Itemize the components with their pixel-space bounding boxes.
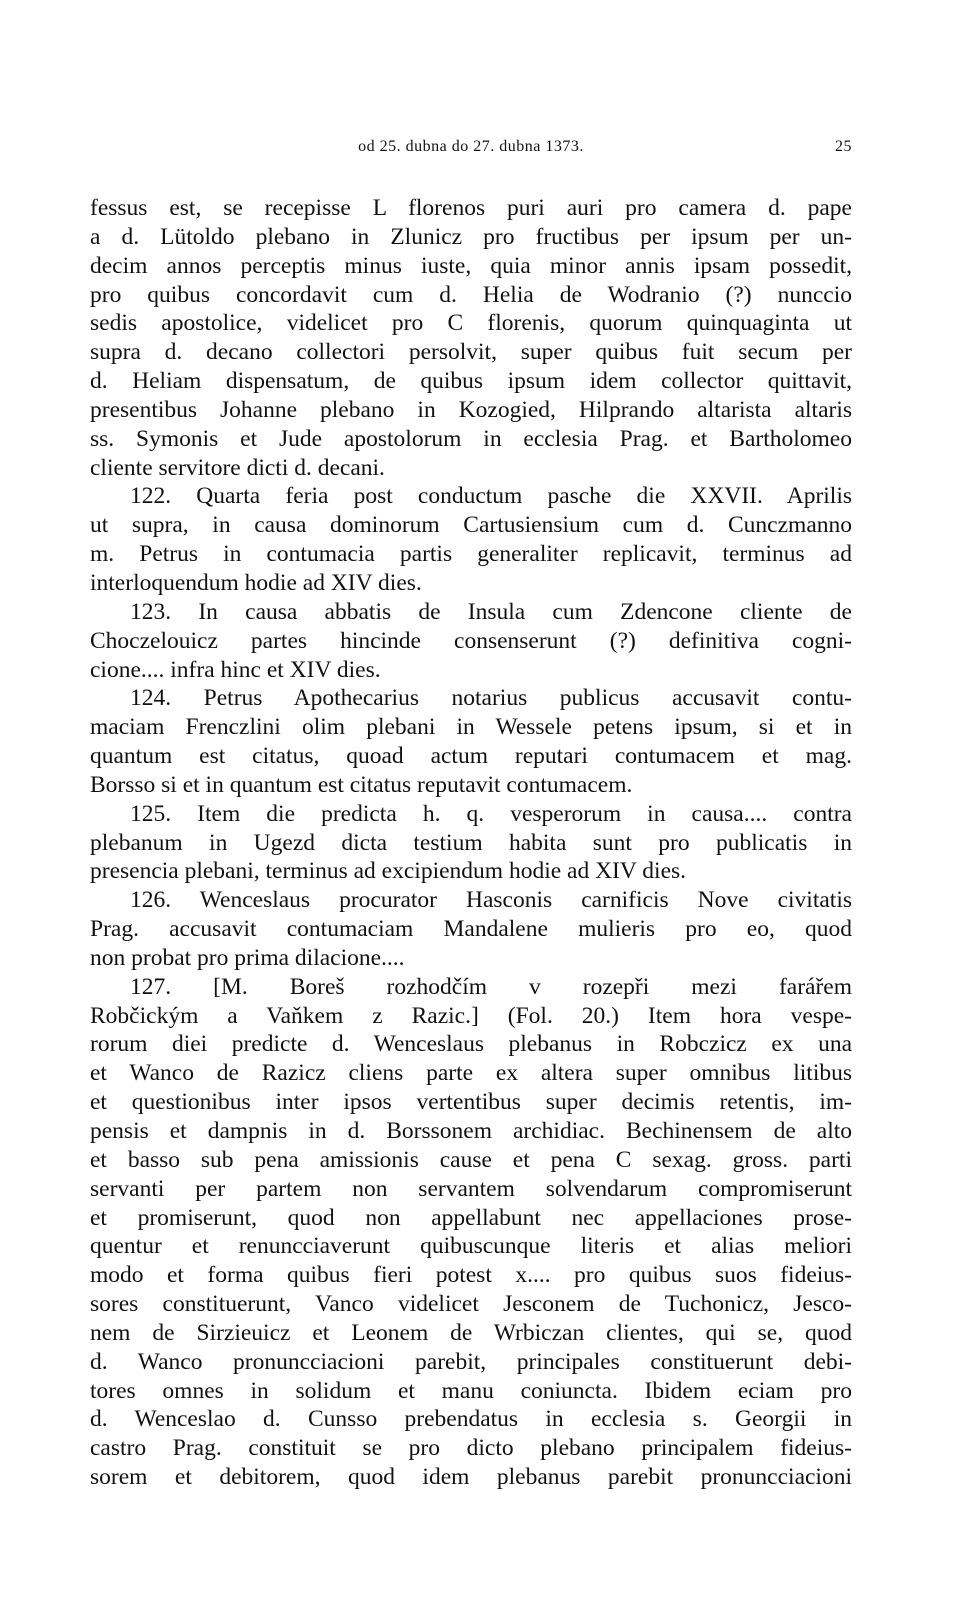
text-line: maciam Frenczlini olim plebani in Wessele petens ipsum, si et in: [90, 714, 852, 741]
text-line: et promiserunt, quod non appellabunt nec appellaciones prose-: [90, 1204, 852, 1231]
text-line: sorem et debitorem, quod idem plebanus parebit pronuncciacioni: [90, 1464, 852, 1491]
text-line: et Wanco de Razicz cliens parte ex altera super omnibus litibus: [90, 1060, 852, 1087]
text-line: supra d. decano collectori persolvit, super quibus fuit secum per: [90, 339, 852, 366]
text-line: d. Heliam dispensatum, de quibus ipsum idem collector quittavit,: [90, 368, 852, 395]
text-line: rorum diei predicte d. Wenceslaus plebanus in Robczicz ex una: [90, 1031, 852, 1058]
text-line: servanti per partem non servantem solvendarum compromiserunt: [90, 1175, 852, 1202]
text-line: ss. Symonis et Jude apostolorum in ecclesia Prag. et Bartholomeo: [90, 425, 852, 452]
text-line: et questionibus inter ipsos vertentibus super decimis retentis, im-: [90, 1089, 852, 1116]
text-line: 124. Petrus Apothecarius notarius publicus accusavit contu-: [130, 685, 852, 712]
text-line: cliente servitore dicti d. decani.: [90, 454, 385, 481]
text-line: quentur et renuncciaverunt quibuscunque literis et alias meliori: [90, 1233, 852, 1260]
text-line: Borsso si et in quantum est citatus reputavit contumacem.: [90, 771, 633, 798]
text-line: nem de Sirzieuicz et Leonem de Wrbiczan clientes, qui se, quod: [90, 1319, 852, 1346]
text-line: Choczelouicz partes hincinde consenserunt (?) definitiva cogni-: [90, 627, 852, 654]
text-line: 126. Wenceslaus procurator Hasconis carnificis Nove civitatis: [130, 887, 852, 914]
text-line: cione.... infra hinc et XIV dies.: [90, 656, 381, 683]
text-line: presencia plebani, terminus ad excipiendum hodie ad XIV dies.: [90, 858, 687, 885]
text-line: pensis et dampnis in d. Borssonem archidiac. Bechinensem de alto: [90, 1118, 852, 1144]
text-line: presentibus Johanne plebano in Kozogied, Hilprando altarista altaris: [90, 396, 852, 423]
text-line: ut supra, in causa dominorum Cartusiensium cum d. Cunczmanno: [90, 512, 852, 539]
text-line: d. Wanco pronuncciacioni parebit, principales constituerunt debi-: [90, 1348, 852, 1375]
text-line: d. Wenceslao d. Cunsso prebendatus in ecclesia s. Georgii in: [90, 1406, 852, 1433]
text-line: m. Petrus in contumacia partis generaliter replicavit, terminus ad: [90, 541, 852, 568]
text-line: decim annos perceptis minus iuste, quia minor annis ipsam possedit,: [90, 252, 852, 279]
page-number: 25: [835, 138, 852, 155]
text-line: plebanum in Ugezd dicta testium habita sunt pro publicatis in: [90, 829, 852, 856]
text-line: castro Prag. constituit se pro dicto plebano principalem fideius-: [90, 1435, 852, 1462]
text-line: quantum est citatus, quoad actum reputari contumacem et mag.: [90, 743, 852, 770]
text-line: 122. Quarta feria post conductum pasche die XXVII. Aprilis: [130, 483, 852, 510]
text-line: fessus est, se recepisse L florenos puri auri pro camera d. pape: [90, 195, 852, 221]
text-line: et basso sub pena amissionis cause et pena C sexag. gross. parti: [90, 1146, 852, 1173]
text-line: a d. Lütoldo plebano in Zlunicz pro fructibus per ipsum per un-: [90, 223, 852, 250]
text-line: 123. In causa abbatis de Insula cum Zdencone cliente de: [130, 598, 852, 625]
text-line: 125. Item die predicta h. q. vesperorum in causa.... contra: [130, 800, 852, 827]
text-line: interloquendum hodie ad XIV dies.: [90, 569, 422, 596]
text-line: tores omnes in solidum et manu coniuncta. Ibidem eciam pro: [90, 1377, 852, 1404]
text-line: 127. [M. Boreš rozhodčím v rozepři mezi farářem: [130, 973, 852, 1000]
text-line: modo et forma quibus fieri potest x.... pro quibus suos fideius-: [90, 1262, 852, 1289]
body-text: [90, 194, 852, 1492]
text-line: sedis apostolice, videlicet pro C florenis, quorum quinquaginta ut: [90, 310, 852, 337]
text-line: pro quibus concordavit cum d. Helia de Wodranio (?) nunccio: [90, 281, 852, 308]
running-title: od 25. dubna do 27. dubna 1373.: [358, 138, 584, 155]
running-head: [90, 138, 852, 162]
text-line: Robčickým a Vaňkem z Razic.] (Fol. 20.) Item hora vespe-: [90, 1002, 852, 1029]
text-line: sores constituerunt, Vanco videlicet Jesconem de Tuchonicz, Jesco-: [90, 1291, 852, 1318]
text-line: non probat pro prima dilacione....: [90, 944, 405, 971]
text-line: Prag. accusavit contumaciam Mandalene mulieris pro eo, quod: [90, 916, 852, 943]
